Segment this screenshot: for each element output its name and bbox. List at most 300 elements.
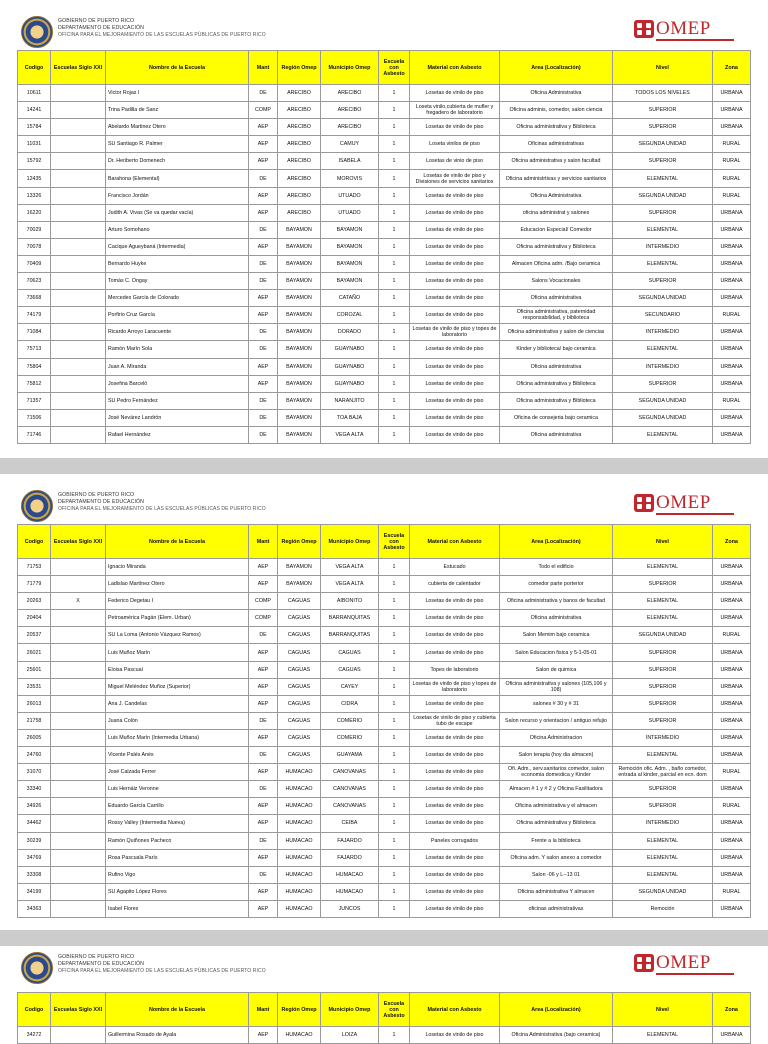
cell-nombre-escuela: Tomás C. Ongay bbox=[106, 273, 249, 290]
column-header-escuelas-siglo-xxi: Escuelas Siglo XXI bbox=[51, 525, 106, 559]
cell-escuela-con-asbesto: 1 bbox=[379, 627, 410, 644]
cell-area-localizacion: Oficina administrativa, paternidad responsabilidad, y biblioteca bbox=[500, 307, 613, 324]
cell-mant: AEP bbox=[249, 695, 278, 712]
cell-nombre-escuela: Ramón Quiñones Pacheco bbox=[106, 832, 249, 849]
cell-region-omep: CAGUAS bbox=[278, 610, 321, 627]
cell-municipio-omep: HUMACAO bbox=[321, 866, 379, 883]
cell-nombre-escuela: Juana Colón bbox=[106, 712, 249, 729]
table-row bbox=[18, 273, 751, 290]
cell-municipio-omep: FAJARDO bbox=[321, 849, 379, 866]
cell-escuela-con-asbesto: 1 bbox=[379, 695, 410, 712]
cell-nombre-escuela: Porfirio Cruz García bbox=[106, 307, 249, 324]
cell-region-omep: HUMACAO bbox=[278, 900, 321, 917]
table-row bbox=[18, 187, 751, 204]
asbestos-table bbox=[17, 992, 751, 1044]
cell-nivel: SECUNDARIO bbox=[613, 307, 713, 324]
cell-escuela-con-asbesto: 1 bbox=[379, 255, 410, 272]
cell-region-omep: BAYAMON bbox=[278, 221, 321, 238]
cell-region-omep: HUMACAO bbox=[278, 849, 321, 866]
omep-mark-icon bbox=[634, 20, 654, 38]
cell-nombre-escuela: Judith A. Vivas (Se va quedar vacía) bbox=[106, 204, 249, 221]
cell-municipio-omep: GUAYNABO bbox=[321, 375, 379, 392]
cell-material-asbesto: Losetas de vinilo de piso bbox=[410, 273, 500, 290]
table-row bbox=[18, 153, 751, 170]
cell-mant: AEP bbox=[249, 1027, 278, 1044]
cell-area-localizacion: Salons Vocacionales bbox=[500, 273, 613, 290]
cell-escuela-con-asbesto: 1 bbox=[379, 900, 410, 917]
table-row bbox=[18, 900, 751, 917]
cell-nivel: ELEMENTAL bbox=[613, 849, 713, 866]
cell-mant: DE bbox=[249, 627, 278, 644]
cell-nivel: ELEMENTAL bbox=[613, 832, 713, 849]
table-row bbox=[18, 729, 751, 746]
column-header-escuelas-siglo-xxi: Escuelas Siglo XXI bbox=[51, 51, 106, 85]
cell-escuela-con-asbesto: 1 bbox=[379, 273, 410, 290]
cell-nombre-escuela: Rufino Vigo bbox=[106, 866, 249, 883]
cell-material-asbesto: Losetas de vinilo de piso bbox=[410, 781, 500, 798]
cell-material-asbesto: Losetas de vinilo de piso y topes de laboratorio bbox=[410, 678, 500, 695]
cell-mant: AEP bbox=[249, 729, 278, 746]
cell-municipio-omep: ARECIBO bbox=[321, 119, 379, 136]
cell-escuela-con-asbesto: 1 bbox=[379, 136, 410, 153]
cell-zona: URBANA bbox=[713, 712, 751, 729]
column-header-nombre-escuela: Nombre de la Escuela bbox=[106, 525, 249, 559]
cell-region-omep: BAYAMON bbox=[278, 307, 321, 324]
cell-escuelas-siglo-xxi bbox=[51, 695, 106, 712]
cell-area-localizacion: Oficina administrativa y salon facultad bbox=[500, 153, 613, 170]
cell-area-localizacion: Almacen Oficina adm. /Bajo ceramica bbox=[500, 255, 613, 272]
cell-escuelas-siglo-xxi bbox=[51, 85, 106, 102]
cell-escuelas-siglo-xxi bbox=[51, 290, 106, 307]
column-header-escuela-con-asbesto: Escuela con Asbesto bbox=[379, 525, 410, 559]
table-row bbox=[18, 255, 751, 272]
cell-material-asbesto: Losetas de vinilo de piso bbox=[410, 187, 500, 204]
cell-region-omep: HUMACAO bbox=[278, 781, 321, 798]
cell-zona: URBANA bbox=[713, 832, 751, 849]
cell-area-localizacion: Salon Memim bajo ceramica bbox=[500, 627, 613, 644]
document-page-2 bbox=[0, 474, 768, 918]
cell-region-omep: ARECIBO bbox=[278, 187, 321, 204]
cell-escuelas-siglo-xxi bbox=[51, 204, 106, 221]
cell-zona: URBANA bbox=[713, 221, 751, 238]
table-row bbox=[18, 798, 751, 815]
cell-material-asbesto: Paneles corrugados bbox=[410, 832, 500, 849]
cell-escuela-con-asbesto: 1 bbox=[379, 85, 410, 102]
cell-mant: AEP bbox=[249, 661, 278, 678]
cell-material-asbesto: Loseta vinilos de piso bbox=[410, 136, 500, 153]
cell-material-asbesto: Losetas de vinilo de piso bbox=[410, 900, 500, 917]
cell-nivel: INTERMEDIO bbox=[613, 324, 713, 341]
table-row bbox=[18, 238, 751, 255]
cell-region-omep: CAGUAS bbox=[278, 627, 321, 644]
column-header-nombre-escuela: Nombre de la Escuela bbox=[106, 993, 249, 1027]
cell-escuela-con-asbesto: 1 bbox=[379, 426, 410, 443]
cell-codigo: 75804 bbox=[18, 358, 51, 375]
cell-zona: URBANA bbox=[713, 290, 751, 307]
table-row bbox=[18, 576, 751, 593]
cell-mant: AEP bbox=[249, 375, 278, 392]
cell-nombre-escuela: Francisco Jordán bbox=[106, 187, 249, 204]
cell-mant: COMP bbox=[249, 610, 278, 627]
cell-nombre-escuela: Cacique Agueybaná (Intermedia) bbox=[106, 238, 249, 255]
table-row bbox=[18, 593, 751, 610]
cell-zona: URBANA bbox=[713, 102, 751, 119]
column-header-zona: Zona bbox=[713, 993, 751, 1027]
cell-municipio-omep: GUAYAMA bbox=[321, 747, 379, 764]
cell-region-omep: CAGUAS bbox=[278, 593, 321, 610]
cell-escuela-con-asbesto: 1 bbox=[379, 764, 410, 781]
cell-escuela-con-asbesto: 1 bbox=[379, 815, 410, 832]
cell-nombre-escuela: Vicente Palés Anés bbox=[106, 747, 249, 764]
cell-area-localizacion: Oficina adm. Y salon anexo a comedor bbox=[500, 849, 613, 866]
cell-zona: URBANA bbox=[713, 781, 751, 798]
cell-nivel: ELEMENTAL bbox=[613, 221, 713, 238]
cell-municipio-omep: CANOVANAS bbox=[321, 781, 379, 798]
cell-mant: DE bbox=[249, 170, 278, 187]
page-header bbox=[0, 946, 768, 992]
omep-underline bbox=[656, 39, 734, 41]
table-row bbox=[18, 358, 751, 375]
column-header-nivel: Nivel bbox=[613, 993, 713, 1027]
cell-region-omep: HUMACAO bbox=[278, 764, 321, 781]
omep-logo-text: OMEP bbox=[656, 952, 711, 973]
cell-region-omep: ARECIBO bbox=[278, 170, 321, 187]
cell-escuelas-siglo-xxi bbox=[51, 883, 106, 900]
cell-codigo: 71746 bbox=[18, 426, 51, 443]
cell-codigo: 34272 bbox=[18, 1027, 51, 1044]
cell-nivel: SEGUNDA UNIDAD bbox=[613, 409, 713, 426]
cell-codigo: 26021 bbox=[18, 644, 51, 661]
cell-nivel: SUPERIOR bbox=[613, 102, 713, 119]
cell-escuelas-siglo-xxi bbox=[51, 900, 106, 917]
cell-escuelas-siglo-xxi bbox=[51, 324, 106, 341]
cell-escuela-con-asbesto: 1 bbox=[379, 238, 410, 255]
cell-nombre-escuela: Ignacio Miranda bbox=[106, 559, 249, 576]
cell-codigo: 34199 bbox=[18, 883, 51, 900]
column-header-area-localizacion: Area (Localización) bbox=[500, 993, 613, 1027]
cell-escuela-con-asbesto: 1 bbox=[379, 204, 410, 221]
cell-material-asbesto: Losetas de vinilo de piso bbox=[410, 341, 500, 358]
cell-material-asbesto: Estucado bbox=[410, 559, 500, 576]
table-row bbox=[18, 85, 751, 102]
page-header bbox=[0, 474, 768, 524]
cell-nivel: SEGUNDA UNIDAD bbox=[613, 627, 713, 644]
org-line-3: OFICINA PARA EL MEJORAMIENTO DE LAS ESCUELAS PÚBLICAS DE PUERTO RICO bbox=[58, 32, 266, 38]
cell-municipio-omep: JUNCOS bbox=[321, 900, 379, 917]
cell-area-localizacion: Educacion Especial/ Comedor bbox=[500, 221, 613, 238]
cell-escuelas-siglo-xxi bbox=[51, 849, 106, 866]
cell-escuelas-siglo-xxi bbox=[51, 238, 106, 255]
cell-municipio-omep: VEGA ALTA bbox=[321, 559, 379, 576]
cell-nivel: Remoción bbox=[613, 900, 713, 917]
cell-zona: RURAL bbox=[713, 187, 751, 204]
cell-nombre-escuela: Barahona (Elemental) bbox=[106, 170, 249, 187]
cell-area-localizacion: Almacen # 1 y # 2 y Oficina Fasilitadora bbox=[500, 781, 613, 798]
table-row bbox=[18, 747, 751, 764]
cell-zona: URBANA bbox=[713, 849, 751, 866]
cell-municipio-omep: CANOVANAS bbox=[321, 798, 379, 815]
cell-codigo: 16220 bbox=[18, 204, 51, 221]
omep-logo-text: OMEP bbox=[656, 492, 711, 513]
cell-nivel: ELEMENTAL bbox=[613, 1027, 713, 1044]
column-header-zona: Zona bbox=[713, 525, 751, 559]
cell-mant: AEP bbox=[249, 238, 278, 255]
table-row bbox=[18, 102, 751, 119]
cell-escuela-con-asbesto: 1 bbox=[379, 712, 410, 729]
org-line-3: OFICINA PARA EL MEJORAMIENTO DE LAS ESCUELAS PÚBLICAS DE PUERTO RICO bbox=[58, 506, 266, 512]
cell-zona: URBANA bbox=[713, 815, 751, 832]
cell-escuelas-siglo-xxi bbox=[51, 221, 106, 238]
cell-zona: URBANA bbox=[713, 119, 751, 136]
cell-nivel: INTERMEDIO bbox=[613, 815, 713, 832]
cell-escuelas-siglo-xxi bbox=[51, 409, 106, 426]
cell-escuela-con-asbesto: 1 bbox=[379, 576, 410, 593]
cell-codigo: 71357 bbox=[18, 392, 51, 409]
cell-region-omep: HUMACAO bbox=[278, 832, 321, 849]
cell-mant: AEP bbox=[249, 204, 278, 221]
cell-zona: RURAL bbox=[713, 153, 751, 170]
cell-nivel: Remoción ofic. Adm. , baño comedor, entrada al kinder, parcial en ecn. dom bbox=[613, 764, 713, 781]
organization-block bbox=[58, 954, 266, 975]
cell-escuelas-siglo-xxi bbox=[51, 341, 106, 358]
cell-zona: RURAL bbox=[713, 764, 751, 781]
cell-material-asbesto: Losetas de vinilo de piso bbox=[410, 883, 500, 900]
table-row bbox=[18, 1027, 751, 1044]
column-header-region-omep: Región Omep bbox=[278, 51, 321, 85]
cell-municipio-omep: HUMACAO bbox=[321, 883, 379, 900]
column-header-region-omep: Región Omep bbox=[278, 993, 321, 1027]
cell-codigo: 71084 bbox=[18, 324, 51, 341]
cell-nivel: INTERMEDIO bbox=[613, 358, 713, 375]
cell-nivel: SEGUNDA UNIDAD bbox=[613, 136, 713, 153]
cell-zona: URBANA bbox=[713, 678, 751, 695]
cell-municipio-omep: FAJARDO bbox=[321, 832, 379, 849]
cell-escuelas-siglo-xxi bbox=[51, 798, 106, 815]
cell-escuelas-siglo-xxi bbox=[51, 273, 106, 290]
cell-region-omep: HUMACAO bbox=[278, 815, 321, 832]
cell-escuelas-siglo-xxi bbox=[51, 712, 106, 729]
cell-nombre-escuela: Juan A. Miranda bbox=[106, 358, 249, 375]
cell-area-localizacion: Oficina administrativa y Biblioteca bbox=[500, 815, 613, 832]
cell-escuelas-siglo-xxi bbox=[51, 610, 106, 627]
cell-zona: URBANA bbox=[713, 204, 751, 221]
cell-material-asbesto: Losetas de vinilo de piso bbox=[410, 307, 500, 324]
cell-codigo: 26005 bbox=[18, 729, 51, 746]
cell-nivel: TODOS LOS NIVELES bbox=[613, 85, 713, 102]
cell-material-asbesto: Losetas de vinilo de piso bbox=[410, 815, 500, 832]
cell-zona: RURAL bbox=[713, 798, 751, 815]
cell-codigo: 20263 bbox=[18, 593, 51, 610]
column-header-nombre-escuela: Nombre de la Escuela bbox=[106, 51, 249, 85]
cell-nombre-escuela: Ana J. Candelas bbox=[106, 695, 249, 712]
cell-area-localizacion: Frente a la biblioteca bbox=[500, 832, 613, 849]
cell-region-omep: CAGUAS bbox=[278, 678, 321, 695]
cell-region-omep: BAYAMON bbox=[278, 324, 321, 341]
cell-region-omep: BAYAMON bbox=[278, 559, 321, 576]
cell-nivel: SUPERIOR bbox=[613, 576, 713, 593]
cell-escuelas-siglo-xxi bbox=[51, 255, 106, 272]
cell-escuelas-siglo-xxi bbox=[51, 644, 106, 661]
cell-region-omep: BAYAMON bbox=[278, 409, 321, 426]
cell-mant: DE bbox=[249, 341, 278, 358]
cell-area-localizacion: Oficina administrativa y el almacen bbox=[500, 798, 613, 815]
cell-material-asbesto: Losetas de vinilo de piso bbox=[410, 290, 500, 307]
government-seal-icon bbox=[21, 490, 53, 522]
cell-escuela-con-asbesto: 1 bbox=[379, 119, 410, 136]
cell-region-omep: BAYAMON bbox=[278, 273, 321, 290]
cell-nombre-escuela: José Calzada Ferrer bbox=[106, 764, 249, 781]
cell-region-omep: CAGUAS bbox=[278, 712, 321, 729]
cell-mant: DE bbox=[249, 85, 278, 102]
cell-nivel: SEGUNDA UNIDAD bbox=[613, 392, 713, 409]
cell-nombre-escuela: Eduardo García Carrillo bbox=[106, 798, 249, 815]
cell-nombre-escuela: José Nevárez Landrón bbox=[106, 409, 249, 426]
cell-material-asbesto: Losetas de vinilo de piso bbox=[410, 593, 500, 610]
org-line-1: GOBIERNO DE PUERTO RICO bbox=[58, 954, 135, 960]
cell-municipio-omep: CANOVANAS bbox=[321, 764, 379, 781]
cell-nombre-escuela: Trina Padilla de Sanz bbox=[106, 102, 249, 119]
cell-mant: DE bbox=[249, 781, 278, 798]
cell-region-omep: CAGUAS bbox=[278, 729, 321, 746]
table-row bbox=[18, 221, 751, 238]
page-separator bbox=[0, 930, 768, 946]
cell-zona: URBANA bbox=[713, 341, 751, 358]
cell-area-localizacion: Salon terapia (hoy dia almacen) bbox=[500, 747, 613, 764]
cell-mant: DE bbox=[249, 273, 278, 290]
org-line-2: DEPARTAMENTO DE EDUCACIÓN bbox=[58, 25, 144, 31]
cell-escuela-con-asbesto: 1 bbox=[379, 358, 410, 375]
table-row bbox=[18, 815, 751, 832]
cell-nombre-escuela: Arturo Somohano bbox=[106, 221, 249, 238]
omep-logo-text: OMEP bbox=[656, 18, 711, 39]
cell-nombre-escuela: Petroamérica Pagán (Elem. Urban) bbox=[106, 610, 249, 627]
cell-escuela-con-asbesto: 1 bbox=[379, 324, 410, 341]
cell-codigo: 30239 bbox=[18, 832, 51, 849]
column-header-nivel: Nivel bbox=[613, 525, 713, 559]
cell-escuelas-siglo-xxi bbox=[51, 426, 106, 443]
cell-mant: AEP bbox=[249, 644, 278, 661]
cell-nombre-escuela: SU Agapito López Flores bbox=[106, 883, 249, 900]
cell-nombre-escuela: Isabel Flores bbox=[106, 900, 249, 917]
cell-region-omep: HUMACAO bbox=[278, 883, 321, 900]
cell-region-omep: BAYAMON bbox=[278, 238, 321, 255]
cell-codigo: 70623 bbox=[18, 273, 51, 290]
cell-escuela-con-asbesto: 1 bbox=[379, 341, 410, 358]
cell-material-asbesto: cubierta de calentador bbox=[410, 576, 500, 593]
column-header-region-omep: Región Omep bbox=[278, 525, 321, 559]
cell-zona: URBANA bbox=[713, 695, 751, 712]
column-header-escuelas-siglo-xxi: Escuelas Siglo XXI bbox=[51, 993, 106, 1027]
cell-escuela-con-asbesto: 1 bbox=[379, 644, 410, 661]
cell-nombre-escuela: Ramón Marín Sola bbox=[106, 341, 249, 358]
cell-escuelas-siglo-xxi bbox=[51, 576, 106, 593]
cell-escuela-con-asbesto: 1 bbox=[379, 593, 410, 610]
cell-escuela-con-asbesto: 1 bbox=[379, 153, 410, 170]
cell-mant: DE bbox=[249, 832, 278, 849]
cell-codigo: 33308 bbox=[18, 866, 51, 883]
table-row bbox=[18, 849, 751, 866]
cell-area-localizacion: Oficina administrativa y Biblioteca bbox=[500, 392, 613, 409]
column-header-municipio-omep: Municipio Omep bbox=[321, 51, 379, 85]
cell-escuelas-siglo-xxi bbox=[51, 729, 106, 746]
cell-escuelas-siglo-xxi bbox=[51, 747, 106, 764]
cell-nombre-escuela: SU Pedro Fernández bbox=[106, 392, 249, 409]
cell-material-asbesto: Losetas de vinilo de piso bbox=[410, 358, 500, 375]
cell-material-asbesto: Losetas de vinilo de piso bbox=[410, 85, 500, 102]
cell-material-asbesto: Losetas de vinilo de piso bbox=[410, 729, 500, 746]
cell-municipio-omep: BAYAMON bbox=[321, 238, 379, 255]
cell-zona: URBANA bbox=[713, 593, 751, 610]
cell-codigo: 34769 bbox=[18, 849, 51, 866]
cell-nivel: SUPERIOR bbox=[613, 153, 713, 170]
cell-codigo: 20404 bbox=[18, 610, 51, 627]
cell-area-localizacion: Salon Educacion fisica y 5-1-05-01 bbox=[500, 644, 613, 661]
cell-nivel: ELEMENTAL bbox=[613, 341, 713, 358]
cell-nivel: SUPERIOR bbox=[613, 781, 713, 798]
cell-municipio-omep: NARANJITO bbox=[321, 392, 379, 409]
cell-nombre-escuela: Rafael Hernández bbox=[106, 426, 249, 443]
cell-nivel: SUPERIOR bbox=[613, 712, 713, 729]
cell-region-omep: HUMACAO bbox=[278, 798, 321, 815]
table-header-row bbox=[18, 993, 751, 1027]
cell-area-localizacion: Oficina administrativa bbox=[500, 290, 613, 307]
cell-nivel: SUPERIOR bbox=[613, 798, 713, 815]
cell-zona: RURAL bbox=[713, 170, 751, 187]
org-line-1: GOBIERNO DE PUERTO RICO bbox=[58, 492, 135, 498]
cell-municipio-omep: GUAYNABO bbox=[321, 341, 379, 358]
org-line-2: DEPARTAMENTO DE EDUCACIÓN bbox=[58, 499, 144, 505]
cell-mant: DE bbox=[249, 255, 278, 272]
cell-nivel: SUPERIOR bbox=[613, 375, 713, 392]
cell-nombre-escuela: Luis Muñoz Marín (Intermedia Urbana) bbox=[106, 729, 249, 746]
cell-mant: AEP bbox=[249, 358, 278, 375]
cell-escuelas-siglo-xxi bbox=[51, 102, 106, 119]
cell-codigo: 31070 bbox=[18, 764, 51, 781]
cell-region-omep: BAYAMON bbox=[278, 341, 321, 358]
cell-area-localizacion: Salon -06 y L--13 01 bbox=[500, 866, 613, 883]
cell-municipio-omep: CAGUAS bbox=[321, 644, 379, 661]
table-row bbox=[18, 170, 751, 187]
cell-area-localizacion: Salon de quimica bbox=[500, 661, 613, 678]
cell-municipio-omep: CAGUAS bbox=[321, 661, 379, 678]
cell-mant: DE bbox=[249, 392, 278, 409]
cell-area-localizacion: Oficina de consejeria bajo ceramica bbox=[500, 409, 613, 426]
table-row bbox=[18, 307, 751, 324]
cell-municipio-omep: TOA BAJA bbox=[321, 409, 379, 426]
cell-escuela-con-asbesto: 1 bbox=[379, 678, 410, 695]
cell-zona: URBANA bbox=[713, 375, 751, 392]
cell-escuelas-siglo-xxi bbox=[51, 307, 106, 324]
cell-material-asbesto: Losetas de vinilo de piso bbox=[410, 747, 500, 764]
cell-mant: DE bbox=[249, 426, 278, 443]
cell-nivel: ELEMENTAL bbox=[613, 866, 713, 883]
cell-material-asbesto: Losetas de vinilo de piso bbox=[410, 610, 500, 627]
table-header-row bbox=[18, 525, 751, 559]
cell-material-asbesto: Losetas de vinilo de piso bbox=[410, 695, 500, 712]
cell-material-asbesto: Losetas de vinilo de piso y cubierta tubo de escape bbox=[410, 712, 500, 729]
cell-nombre-escuela: Bernardo Huyke bbox=[106, 255, 249, 272]
cell-municipio-omep: UTUADO bbox=[321, 187, 379, 204]
cell-zona: URBANA bbox=[713, 324, 751, 341]
cell-municipio-omep: COMERIO bbox=[321, 729, 379, 746]
document-page-1 bbox=[0, 0, 768, 444]
cell-region-omep: BAYAMON bbox=[278, 255, 321, 272]
cell-mant: AEP bbox=[249, 290, 278, 307]
cell-escuelas-siglo-xxi: X bbox=[51, 593, 106, 610]
column-header-mant: Mant bbox=[249, 993, 278, 1027]
cell-escuela-con-asbesto: 1 bbox=[379, 307, 410, 324]
cell-mant: AEP bbox=[249, 900, 278, 917]
